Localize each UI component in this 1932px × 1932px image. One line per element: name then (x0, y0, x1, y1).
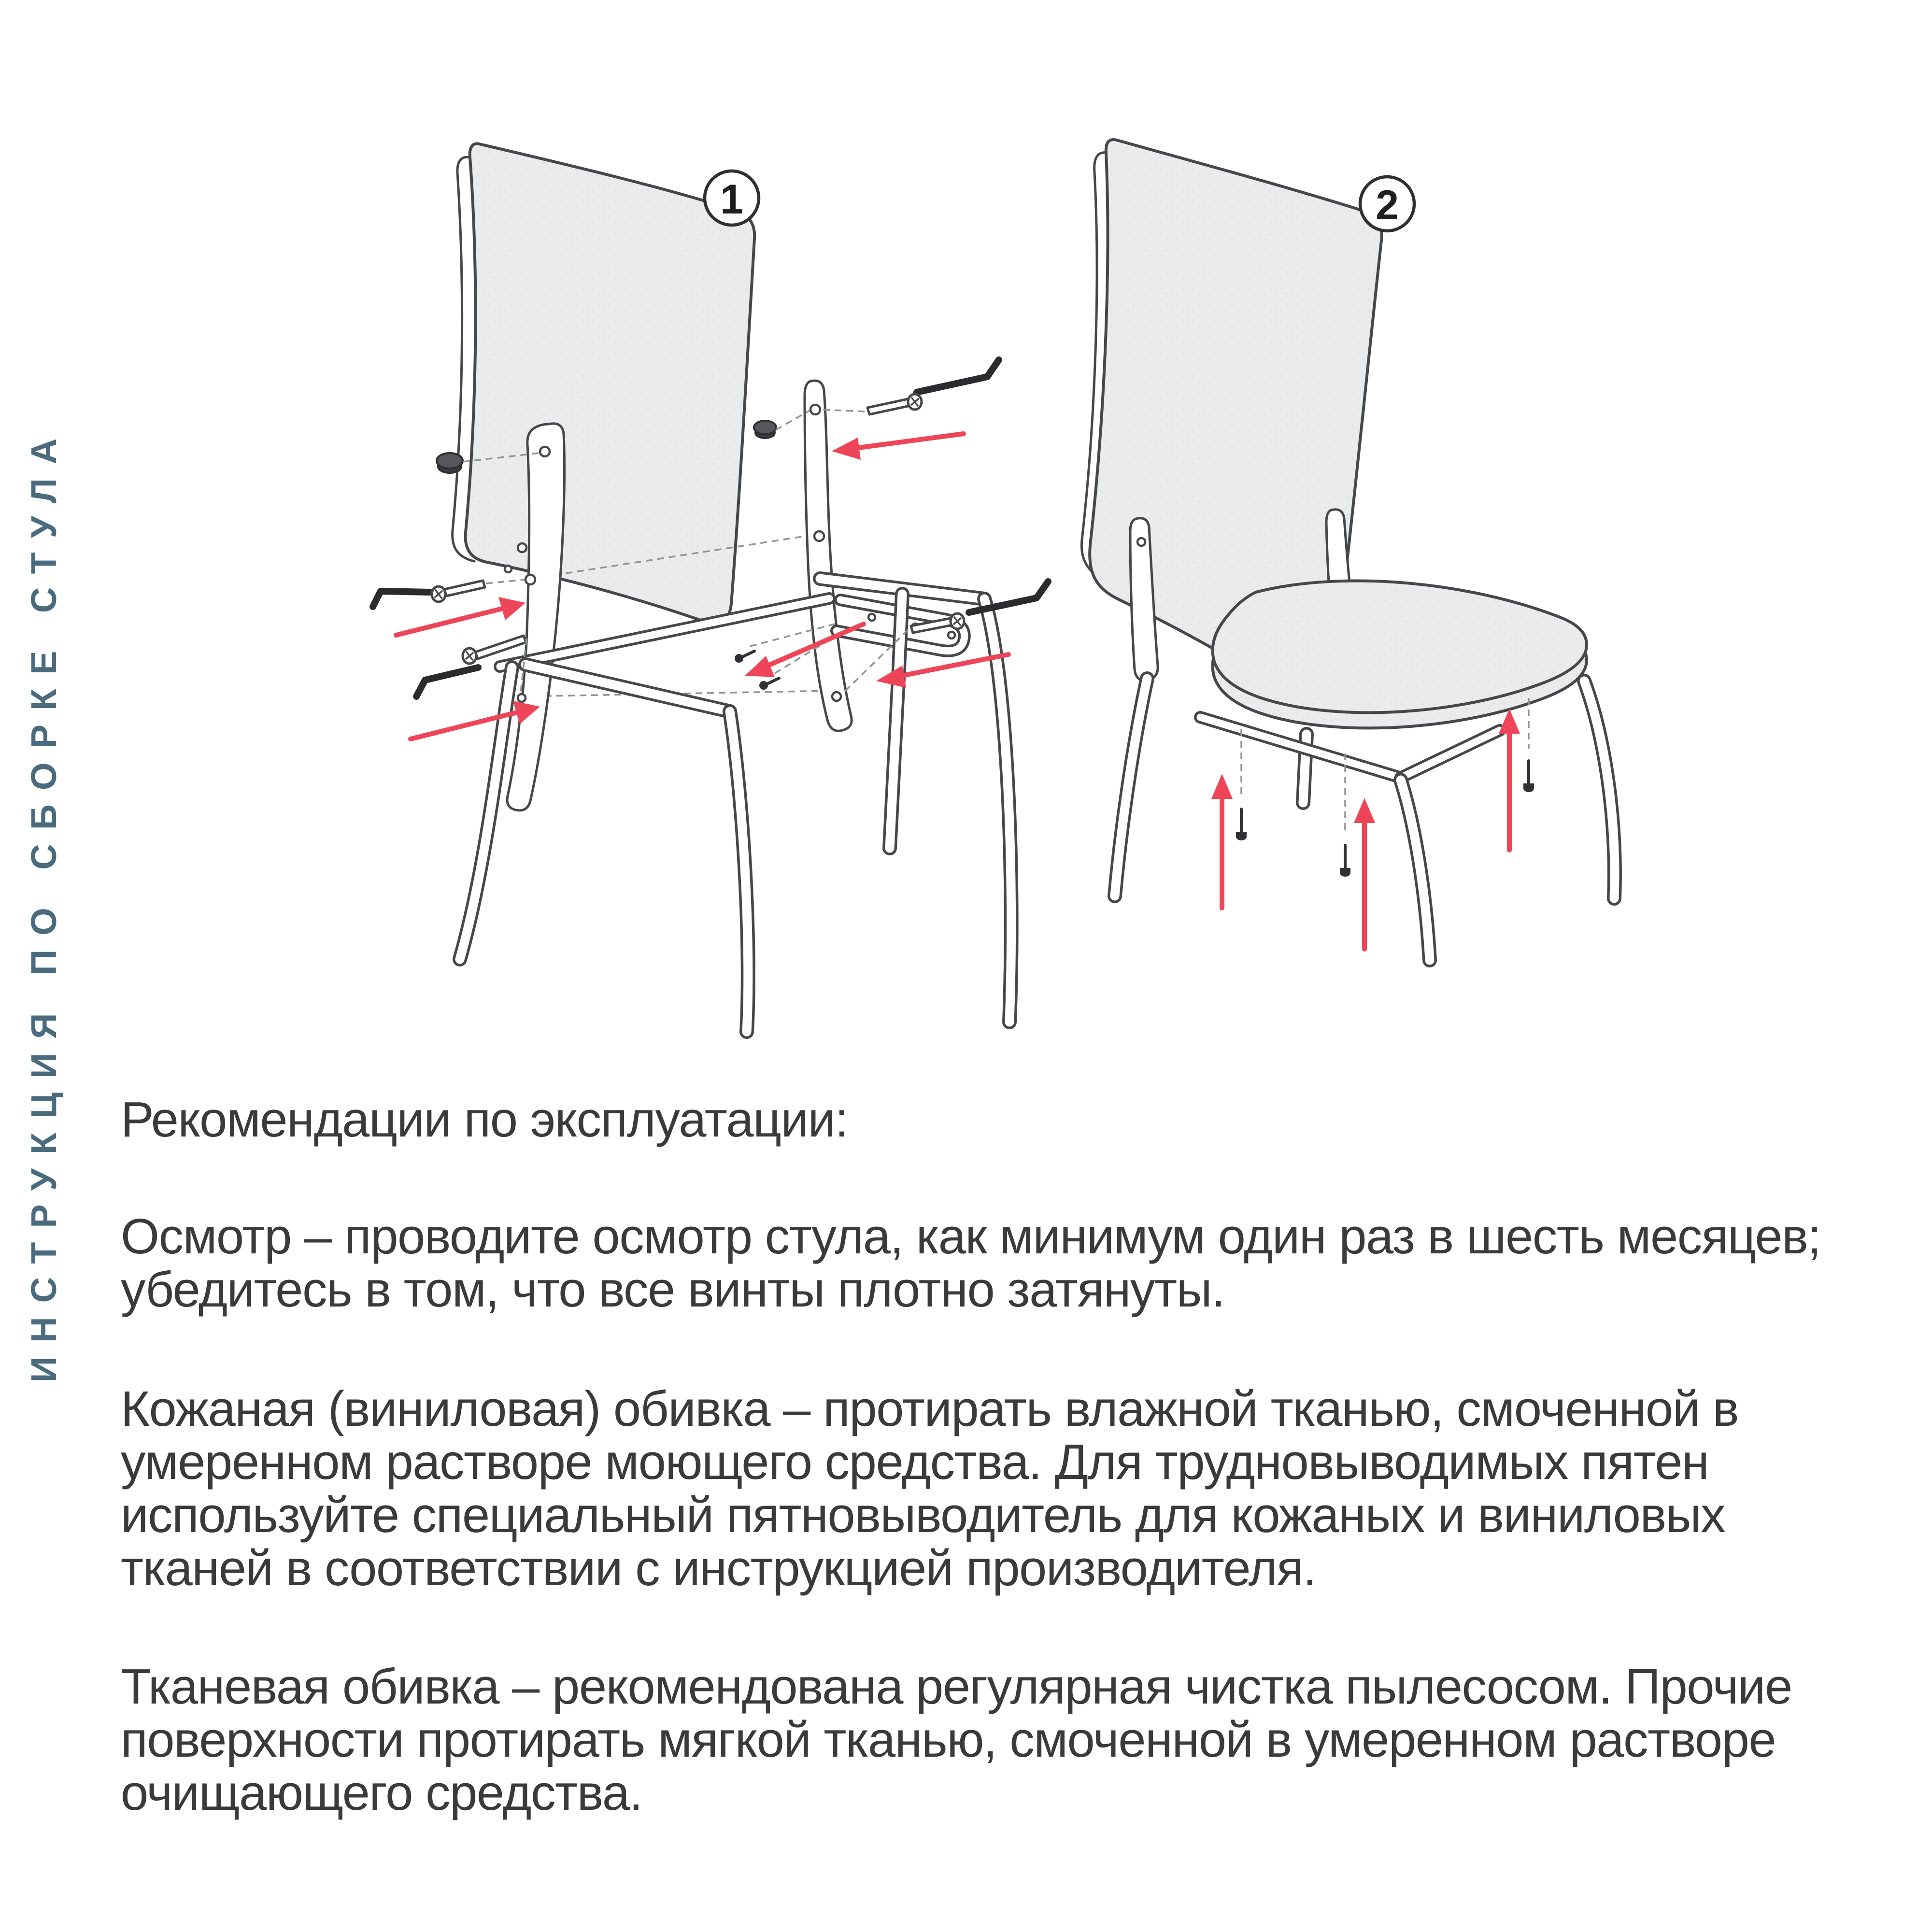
seat-screw (1340, 753, 1350, 877)
red-arrow-up (1499, 709, 1520, 850)
screw-cap (754, 411, 810, 438)
text-line: используйте специальный пятновыводитель для кожаных и виниловых (121, 1487, 1725, 1543)
text-line: убедитесь в том, что все винты плотно затянуты. (121, 1262, 1225, 1317)
text-line: Тканевая обивка – рекомендована регулярная чистка пылесосом. Прочие (121, 1659, 1792, 1714)
paragraph-inspection (121, 1210, 1821, 1316)
text-line: Осмотр – проводите осмотр стула, как минимум один раз в шесть месяцев; (121, 1208, 1821, 1264)
text-line: тканей в соответствии с инструкцией производителя. (121, 1540, 1316, 1596)
paragraph-leather-upholstery (121, 1382, 1738, 1595)
panel-mount-hole (518, 543, 526, 552)
seat-screw (1236, 729, 1247, 840)
hex-key (373, 591, 431, 607)
seat-cushion (1213, 581, 1587, 728)
paragraph-fabric-upholstery (121, 1660, 1792, 1819)
seat-screw (1523, 698, 1534, 792)
red-arrow-up (1354, 798, 1375, 949)
text-line: Кожаная (виниловая) обивка – протирать влажной тканью, смоченной в (121, 1381, 1739, 1436)
assembly-step-2-diagram (1063, 111, 1787, 1029)
hex-key (416, 668, 478, 696)
bolt (432, 580, 525, 602)
seat-frame (500, 579, 984, 711)
text-line: поверхности протирать мягкой тканью, смоченной в умеренном растворе (121, 1712, 1776, 1767)
mounting-bracket-right (805, 381, 852, 731)
hex-key (917, 360, 999, 392)
text-line: умеренном растворе моющего средства. Для трудновыводимых пятен (121, 1434, 1709, 1490)
section-heading: Рекомендации по эксплуатации: (121, 1092, 848, 1147)
assembly-step-1-diagram (309, 111, 1063, 1058)
red-arrow (745, 624, 864, 677)
bolt (821, 394, 922, 414)
red-arrow-up (1211, 774, 1233, 908)
panel-mount-hole (505, 566, 511, 572)
red-arrow (396, 597, 526, 635)
red-arrow (832, 434, 964, 460)
step-number-badge (1360, 177, 1414, 231)
text-line: очищающего средства. (121, 1765, 642, 1820)
step-number: 1 (720, 176, 743, 223)
step-number: 2 (1376, 182, 1399, 228)
vertical-page-title: ИНСТРУКЦИЯ ПО СБОРКЕ СТУЛА (24, 424, 64, 1382)
step-number-badge (705, 171, 759, 225)
